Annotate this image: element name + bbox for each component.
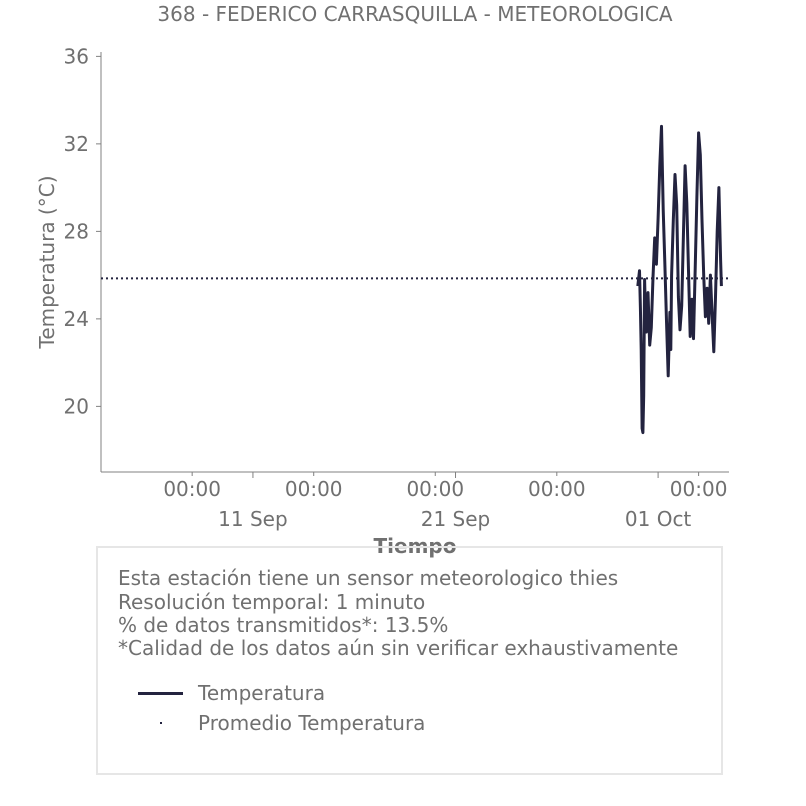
x-major-tick-label: 11 Sep — [218, 507, 288, 531]
legend-line-swatch — [138, 692, 183, 695]
info-line-quality-note: *Calidad de los datos aún sin verificar exhaustivamente — [118, 636, 679, 660]
y-axis-label: Temperatura (°C) — [35, 175, 59, 349]
x-major-tick-label: 01 Oct — [624, 507, 692, 531]
x-minor-tick-label: 00:00 — [163, 477, 221, 501]
y-ticks — [64, 44, 101, 418]
chart-title: 368 - FEDERICO CARRASQUILLA - METEOROLOGICA — [157, 2, 673, 26]
x-ticks — [163, 472, 727, 531]
legend-dot-swatch — [160, 722, 162, 724]
info-line-resolution: Resolución temporal: 1 minuto — [118, 590, 426, 614]
legend-label-temperatura: Temperatura — [198, 681, 326, 705]
x-minor-tick-label: 00:00 — [284, 477, 343, 501]
temperature-series-line — [638, 126, 722, 432]
y-tick-label: 36 — [63, 44, 89, 69]
x-major-tick-label: 21 Sep — [420, 507, 491, 531]
x-minor-tick-label: 00:00 — [406, 477, 465, 501]
x-axis-label: Tiempo — [373, 534, 457, 558]
legend-label-promedio: Promedio Temperatura — [198, 711, 426, 735]
y-tick-label: 32 — [63, 131, 89, 156]
x-minor-tick-label: 00:00 — [669, 477, 728, 501]
y-tick-label: 28 — [63, 219, 89, 244]
series-group — [101, 126, 729, 432]
chart-axes — [101, 52, 729, 472]
info-line-sensor: Esta estación tiene un sensor meteorologico thies — [118, 566, 619, 590]
y-tick-label: 24 — [63, 306, 89, 331]
y-tick-label: 20 — [63, 394, 89, 419]
info-box — [96, 546, 723, 775]
x-minor-tick-label: 00:00 — [527, 477, 586, 501]
info-line-transmitted: % de datos transmitidos*: 13.5% — [118, 613, 449, 637]
